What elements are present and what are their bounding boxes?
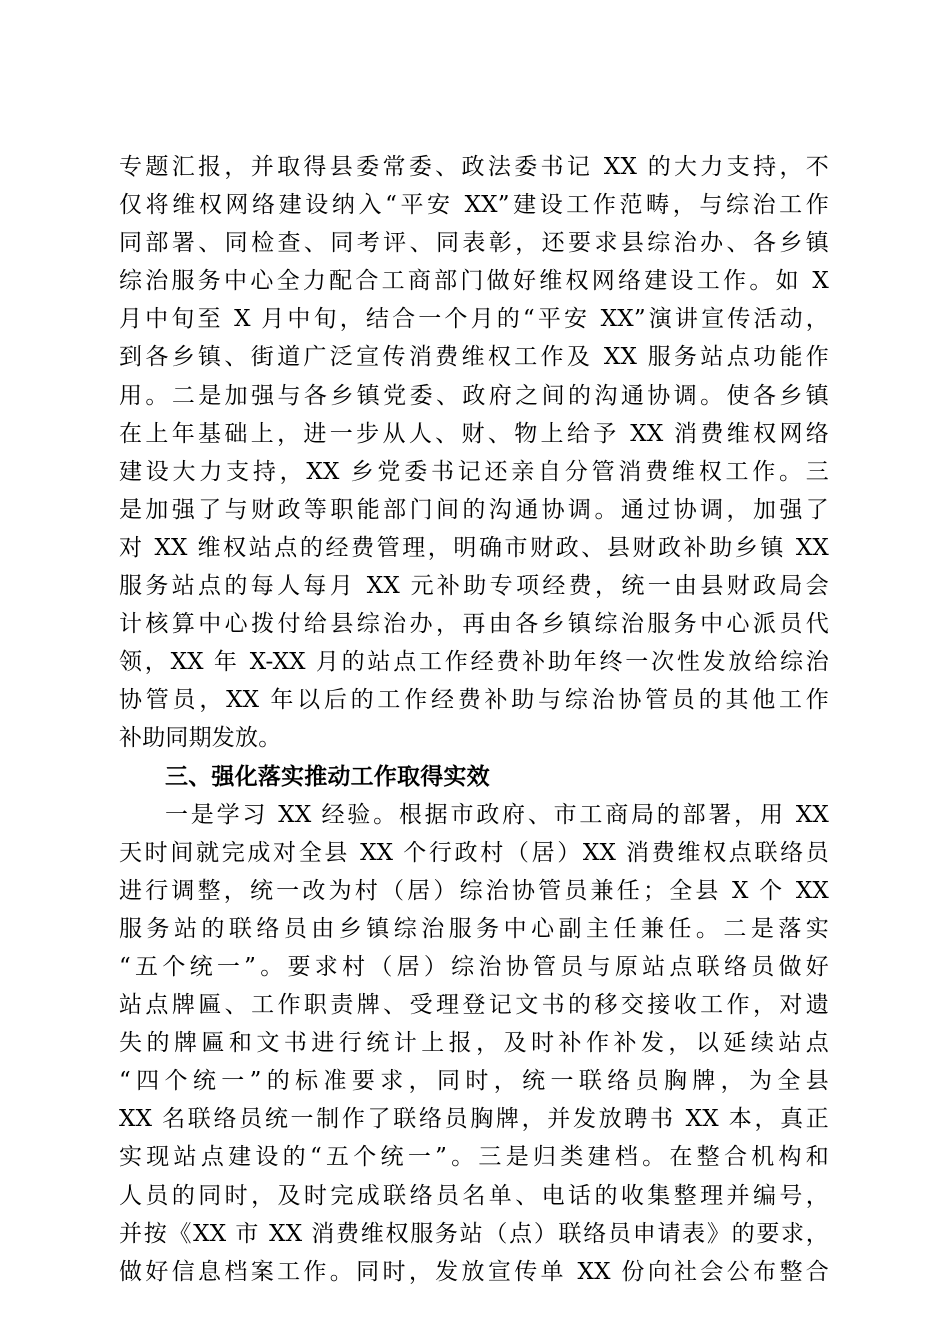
text-line: 综治服务中心全力配合工商部门做好维权网络建设工作。如 X bbox=[119, 268, 829, 295]
text-line: 对 XX 维权站点的经费管理，明确市财政、县财政补助乡镇 XX bbox=[119, 534, 829, 561]
text-line: 做好信息档案工作。同时，发放宣传单 XX 份向社会公布整合 bbox=[119, 1258, 829, 1285]
text-line: 月中旬至 X 月中旬，结合一个月的“平安 XX”演讲宣传活动， bbox=[119, 306, 829, 333]
text-line: 到各乡镇、街道广泛宣传消费维权工作及 XX 服务站点功能作 bbox=[119, 344, 829, 371]
text-line: 计核算中心拨付给县综治办，再由各乡镇综治服务中心派员代 bbox=[119, 611, 829, 638]
text-line: 进行调整，统一改为村（居）综治协管员兼任；全县 X 个 XX bbox=[119, 877, 829, 904]
text-line: 同部署、同检查、同考评、同表彰，还要求县综治办、各乡镇 bbox=[119, 230, 829, 257]
text-line: “五个统一”。要求村（居）综治协管员与原站点联络员做好 bbox=[119, 953, 829, 980]
text-line: 仅将维权网络建设纳入“平安 XX”建设工作范畴，与综治工作 bbox=[119, 192, 829, 219]
paragraph-implementation bbox=[119, 796, 829, 1291]
text-line: 失的牌匾和文书进行统计上报，及时补作补发，以延续站点 bbox=[119, 1030, 829, 1057]
text-line: 用。二是加强与各乡镇党委、政府之间的沟通协调。使各乡镇 bbox=[119, 382, 829, 409]
text-line: 服务站的联络员由乡镇综治服务中心副主任兼任。二是落实 bbox=[119, 915, 829, 942]
text-line: 是加强了与财政等职能部门间的沟通协调。通过协调，加强了 bbox=[119, 496, 829, 523]
text-line: 人员的同时，及时完成联络员名单、电话的收集整理并编号， bbox=[119, 1182, 829, 1209]
text-line: 补助同期发放。 bbox=[119, 725, 282, 752]
text-line: “四个统一”的标准要求，同时，统一联络员胸牌，为全县 bbox=[119, 1068, 829, 1095]
section-heading: 三、强化落实推动工作取得实效 bbox=[165, 763, 490, 790]
text-line: 建设大力支持，XX 乡党委书记还亲自分管消费维权工作。三 bbox=[119, 458, 829, 485]
paragraph-funding-coordination bbox=[119, 148, 829, 758]
text-line: 专题汇报，并取得县委常委、政法委书记 XX 的大力支持，不 bbox=[119, 154, 829, 180]
text-line: 天时间就完成对全县 XX 个行政村（居）XX 消费维权点联络员 bbox=[119, 839, 829, 866]
text-line: 站点牌匾、工作职责牌、受理登记文书的移交接收工作，对遗 bbox=[119, 992, 829, 1019]
text-line: 协管员，XX 年以后的工作经费补助与综治协管员的其他工作 bbox=[119, 687, 829, 714]
text-line: 领，XX 年 X-XX 月的站点工作经费补助年终一次性发放给综治 bbox=[119, 649, 829, 676]
text-line: 在上年基础上，进一步从人、财、物上给予 XX 消费维权网络 bbox=[119, 420, 829, 447]
text-line: XX 名联络员统一制作了联络员胸牌，并发放聘书 XX 本，真正 bbox=[119, 1106, 829, 1133]
document-body bbox=[119, 148, 829, 1291]
text-line: 服务站点的每人每月 XX 元补助专项经费，统一由县财政局会 bbox=[119, 573, 829, 600]
text-line: 并按《XX 市 XX 消费维权服务站（点）联络员申请表》的要求， bbox=[119, 1220, 829, 1247]
text-line: 实现站点建设的“五个统一”。三是归类建档。在整合机构和 bbox=[119, 1144, 829, 1171]
text-line: 一是学习 XX 经验。根据市政府、市工商局的部署，用 XX bbox=[165, 801, 829, 828]
